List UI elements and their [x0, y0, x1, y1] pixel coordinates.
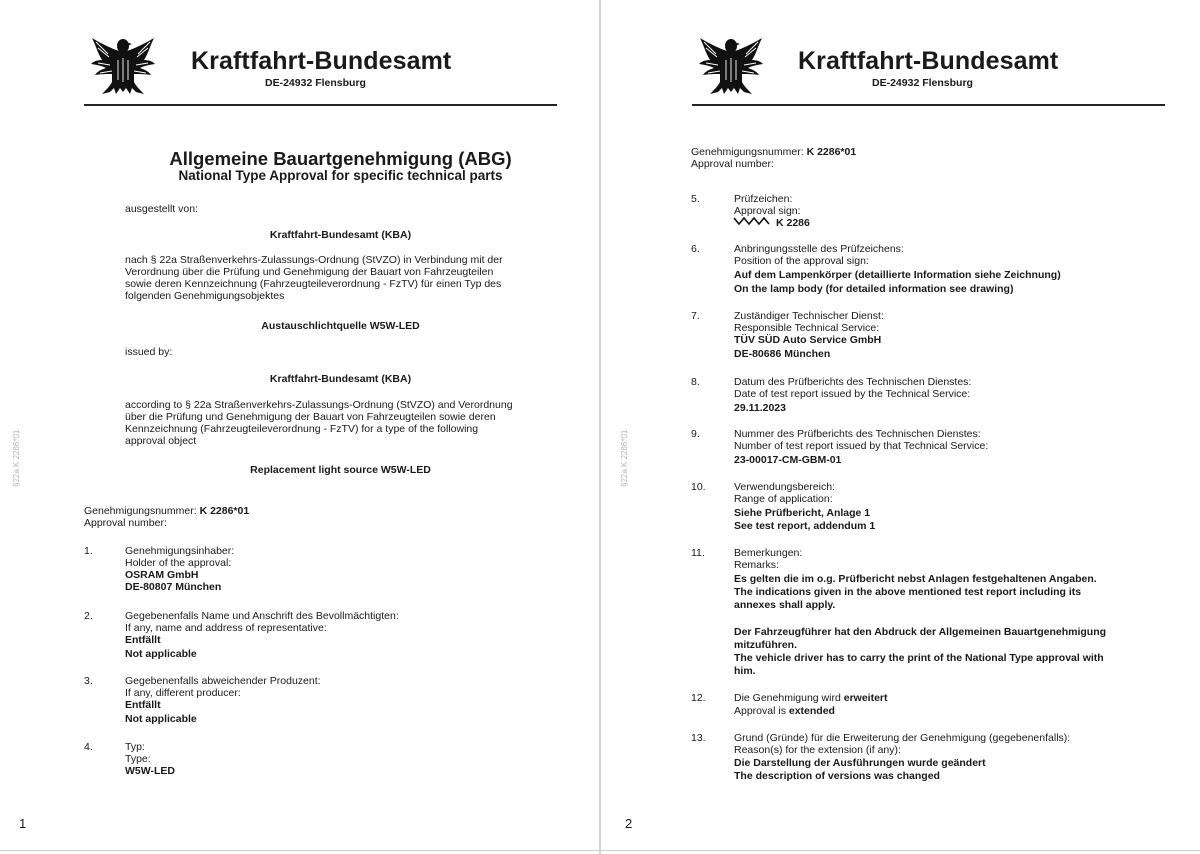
- item-label-en: Type:: [125, 753, 151, 765]
- page-number: 2: [625, 816, 633, 831]
- item-label-de: Anbringungsstelle des Prüfzeichens:: [734, 243, 904, 255]
- item-label-de: Typ:: [125, 741, 145, 753]
- organization-address: DE-24932 Flensburg: [265, 77, 366, 89]
- item-value: The vehicle driver has to carry the print of the National Type approval with: [734, 652, 1104, 664]
- item-value: TÜV SÜD Auto Service GmbH: [734, 334, 882, 346]
- extension-text-en: Approval is: [734, 705, 789, 717]
- item-value: Siehe Prüfbericht, Anlage 1: [734, 507, 871, 519]
- approval-sign-code: K 2286: [776, 217, 810, 229]
- approval-object-de: Austauschlichtquelle W5W-LED: [261, 320, 420, 332]
- item-label-de: Verwendungsbereich:: [734, 481, 835, 493]
- extension-status-de: [734, 692, 888, 704]
- approval-number-label-en: Approval number:: [84, 517, 167, 529]
- issuer-en: Kraftfahrt-Bundesamt (KBA): [269, 373, 412, 385]
- page-number: 1: [19, 816, 27, 831]
- item-label-de: Genehmigungsinhaber:: [125, 545, 235, 557]
- document-title: Allgemeine Bauartgenehmigung (ABG): [169, 148, 512, 169]
- item-number: 7.: [691, 310, 700, 322]
- item-label-de: Gegebenenfalls Name und Anschrift des Bevollmächtigten:: [125, 610, 399, 622]
- item-label-en: If any, name and address of representative:: [125, 622, 327, 634]
- item-label-en: Number of test report issued by that Technical Service:: [734, 440, 989, 452]
- item-label-en: Remarks:: [734, 559, 779, 571]
- issued-by-label-en: issued by:: [125, 346, 173, 358]
- approval-number-label: Genehmigungsnummer:: [84, 505, 200, 517]
- item-number: 1.: [84, 545, 93, 557]
- item-label-en: If any, different producer:: [125, 687, 241, 699]
- approval-sign-wave-icon: [733, 216, 773, 226]
- viewer-bottom-edge: [0, 850, 1200, 851]
- item-value: 23-00017-CM-GBM-01: [734, 454, 842, 466]
- side-mark: §22a K 2286*01: [620, 429, 629, 487]
- organization-name: Kraftfahrt-Bundesamt: [191, 47, 452, 75]
- legal-text-de-line: Verordnung über die Prüfung und Genehmigung der Bauart von Fahrzeugteilen: [125, 266, 494, 278]
- item-number: 5.: [691, 193, 700, 205]
- item-number: 3.: [84, 675, 93, 687]
- approval-number-value: K 2286*01: [806, 146, 857, 158]
- item-value: DE-80807 München: [125, 581, 222, 593]
- item-value: Entfällt: [125, 699, 161, 711]
- item-value: annexes shall apply.: [734, 599, 836, 611]
- item-label-de: Gegebenenfalls abweichender Produzent:: [125, 675, 321, 687]
- item-number: 13.: [691, 732, 706, 744]
- item-number: 11.: [691, 547, 705, 559]
- item-number: 9.: [691, 428, 700, 440]
- item-value: Not applicable: [125, 648, 197, 660]
- item-label-de: Zuständiger Technischer Dienst:: [734, 310, 884, 322]
- organization-name: Kraftfahrt-Bundesamt: [798, 47, 1059, 75]
- item-label-en: Approval sign:: [734, 205, 801, 217]
- item-value: him.: [734, 665, 756, 677]
- approval-number-line: [84, 505, 249, 517]
- item-label-en: Responsible Technical Service:: [734, 322, 880, 334]
- side-mark: §22a K 2286*01: [12, 429, 21, 487]
- item-value: Die Darstellung der Ausführungen wurde geändert: [734, 757, 986, 769]
- item-number: 6.: [691, 243, 700, 255]
- issuer-de: Kraftfahrt-Bundesamt (KBA): [269, 229, 412, 241]
- federal-eagle-icon: [88, 32, 158, 98]
- item-number: 4.: [84, 741, 93, 753]
- item-label-de: Grund (Gründe) für die Erweiterung der Genehmigung (gegebenenfalls):: [734, 732, 1071, 744]
- item-label-de: Nummer des Prüfberichts des Technischen Dienstes:: [734, 428, 981, 440]
- approval-number-line: [691, 146, 856, 158]
- item-value: The description of versions was changed: [734, 770, 940, 782]
- item-number: 8.: [691, 376, 700, 388]
- extension-bold-en: extended: [788, 705, 835, 717]
- item-value: Not applicable: [125, 713, 197, 725]
- item-label-de: Prüfzeichen:: [734, 193, 793, 205]
- document-subtitle: National Type Approval for specific technical parts: [178, 168, 503, 183]
- approval-number-value: K 2286*01: [199, 505, 250, 517]
- header-rule: [84, 104, 557, 106]
- extension-status-en: [734, 705, 835, 717]
- approval-object-en: Replacement light source W5W-LED: [250, 464, 431, 476]
- item-label-de: Datum des Prüfberichts des Technischen Dienstes:: [734, 376, 972, 388]
- item-label-de: Bemerkungen:: [734, 547, 803, 559]
- item-value: OSRAM GmbH: [125, 569, 199, 581]
- document-page-2: [601, 0, 1200, 854]
- legal-text-en-line: über die Prüfung und Genehmigung der Bauart von Fahrzeugteilen sowie deren: [125, 411, 496, 423]
- organization-address: DE-24932 Flensburg: [872, 77, 973, 89]
- legal-text-en-line: approval object: [125, 435, 197, 447]
- legal-text-de-line: nach § 22a Straßenverkehrs-Zulassungs-Ordnung (StVZO) in Verbindung mit der: [125, 254, 503, 266]
- item-label-en: Holder of the approval:: [125, 557, 232, 569]
- extension-text-de: Die Genehmigung wird: [734, 692, 844, 704]
- item-value: DE-80686 München: [734, 348, 831, 360]
- item-label-en: Position of the approval sign:: [734, 255, 869, 267]
- document-page-1: [0, 0, 599, 854]
- item-value: See test report, addendum 1: [734, 520, 876, 532]
- approval-number-label-en: Approval number:: [691, 158, 774, 170]
- extension-bold-de: erweitert: [843, 692, 888, 704]
- item-value: Es gelten die im o.g. Prüfbericht nebst Anlagen festgehaltenen Angaben.: [734, 573, 1097, 585]
- item-value: mitzuführen.: [734, 639, 797, 651]
- item-number: 2.: [84, 610, 93, 622]
- item-value: Der Fahrzeugführer hat den Abdruck der Allgemeinen Bauartgenehmigung: [734, 626, 1107, 638]
- legal-text-de-line: folgenden Genehmigungsobjektes: [125, 290, 285, 302]
- header-rule: [692, 104, 1165, 106]
- item-value: On the lamp body (for detailed information see drawing): [734, 283, 1014, 295]
- legal-text-en-line: according to § 22a Straßenverkehrs-Zulassungs-Ordnung (StVZO) and Verordnung: [125, 399, 513, 411]
- approval-number-label: Genehmigungsnummer:: [691, 146, 807, 158]
- item-value: Entfällt: [125, 634, 161, 646]
- item-value: 29.11.2023: [734, 402, 786, 414]
- legal-text-en-line: Kennzeichnung (Fahrzeugteileverordnung - FzTV) for a type of the following: [125, 423, 479, 435]
- federal-eagle-icon: [696, 32, 766, 98]
- item-label-en: Reason(s) for the extension (if any):: [734, 744, 901, 756]
- item-value: The indications given in the above mentioned test report including its: [734, 586, 1082, 598]
- item-value: Auf dem Lampenkörper (detaillierte Information siehe Zeichnung): [734, 269, 1061, 281]
- issued-by-label-de: ausgestellt von:: [125, 203, 198, 215]
- item-number: 10.: [691, 481, 706, 493]
- item-number: 12.: [691, 692, 706, 704]
- item-label-en: Date of test report issued by the Technical Service:: [734, 388, 971, 400]
- item-label-en: Range of application:: [734, 493, 833, 505]
- item-value: W5W-LED: [125, 765, 175, 777]
- legal-text-de-line: sowie deren Kennzeichnung (Fahrzeugteileverordnung - FzTV) für einen Typ des: [125, 278, 502, 290]
